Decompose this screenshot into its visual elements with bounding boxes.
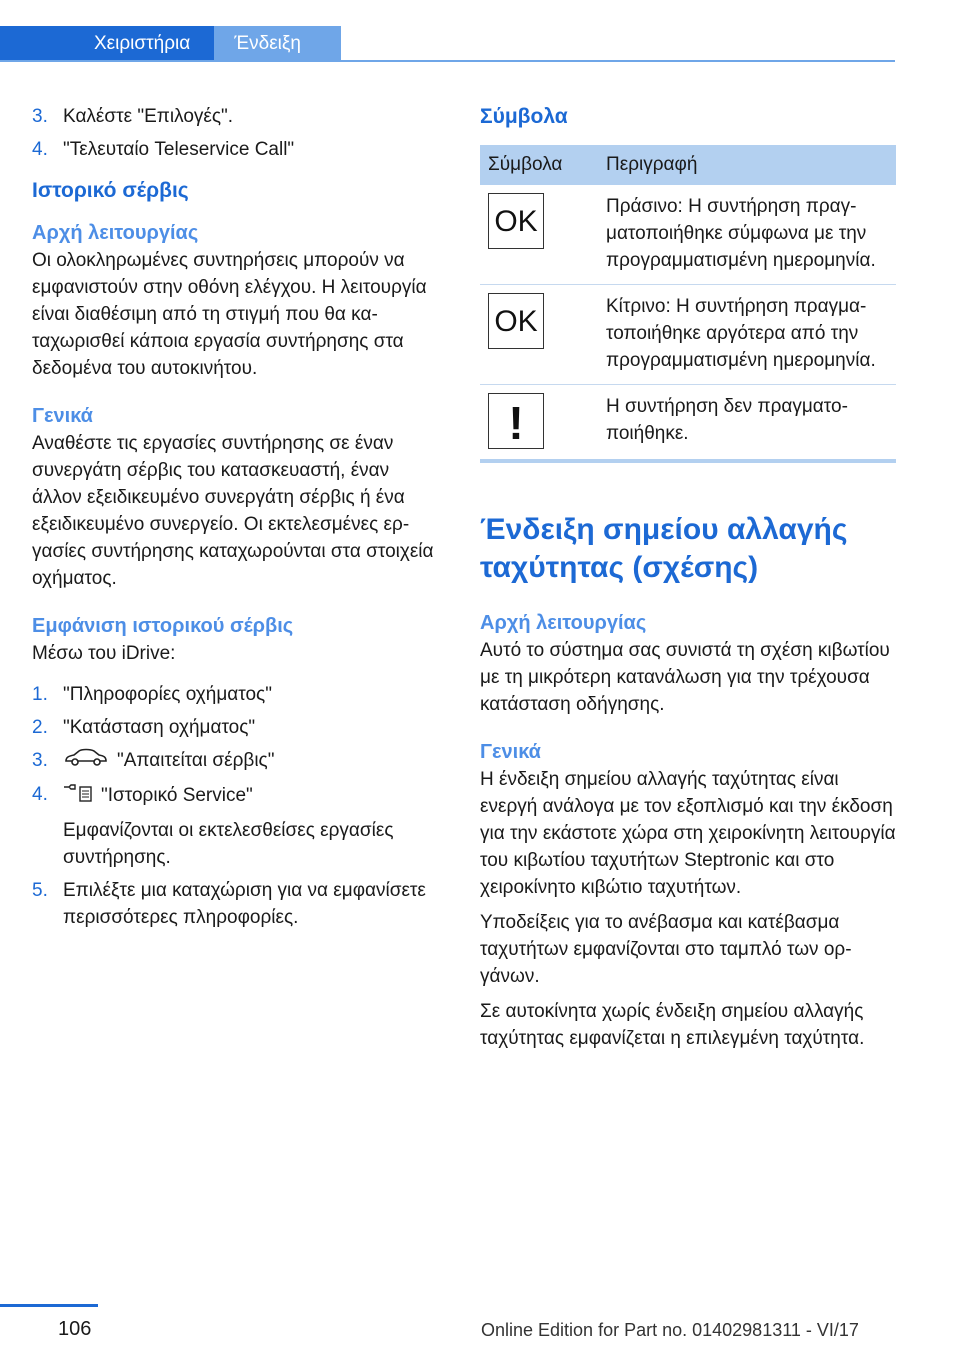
paragraph-idrive-intro: Μέσω του iDrive:	[32, 643, 176, 664]
list-number: 5.	[32, 880, 48, 901]
paragraph-general: Αναθέστε τις εργασίες συντήρησης σε έναν συνεργάτη σέρβις του κατασκευαστή, έναν άλλον εξειδικευμένο συνεργάτη σέρβις ή ένα εξειδικευμένο συνεργείο. Οι εκτελεσμένες εργασίες συντήρησης καταχωρούνται στα στοιχεία οχήματος.	[32, 433, 434, 589]
table-header-row	[480, 145, 896, 185]
ok-symbol-text: OK	[494, 306, 538, 336]
service-history-icon	[63, 781, 93, 811]
list-text: Καλέστε "Επιλογές".	[63, 106, 234, 127]
footer-rule	[0, 1304, 98, 1307]
table-header-description: Περιγραφή	[598, 145, 896, 185]
paragraph-shift-general-1: Η ένδειξη σημείου αλλαγής ταχύτητας είναι ενεργή ανάλογα με τον εξοπλισμό και την έκδοση για την εκάστοτε χώρα στη χειροκίνητη λειτουργία του κιβωτίου ταχυτήτων Steptronic και στο χειροκίνητο κιβώτιο ταχυτήτων.	[480, 769, 896, 898]
heading-shift-principle: Αρχή λειτουργίας	[480, 612, 647, 634]
list-text-wrap	[63, 747, 440, 775]
heading-general: Γενικά	[32, 405, 93, 427]
right-column	[480, 103, 896, 1052]
symbols-table	[480, 145, 896, 463]
heading-display-history: Εμφάνιση ιστορικού σέρβις	[32, 615, 294, 637]
list-number: 2.	[32, 717, 48, 738]
list-text: "Τελευταίο Teleservice Call"	[63, 139, 295, 160]
edition-note: Online Edition for Part no. 01402981311 - VI/17	[481, 1320, 859, 1340]
tab-controls-label: Χειριστήρια	[94, 33, 191, 54]
table-cell-description: Πράσινο: Η συντήρηση πραγματοποιήθηκε σύμφωνα με την προγραμματισμένη ημερομηνία.	[598, 185, 896, 285]
section-title-service-history: Ιστορικό σέρβις	[32, 179, 189, 202]
table-cell-symbol	[480, 285, 598, 385]
ok-green-icon	[488, 193, 544, 249]
heading-principle: Αρχή λειτουργίας	[32, 222, 199, 244]
exclamation-icon	[488, 393, 544, 449]
ok-yellow-icon	[488, 293, 544, 349]
table-cell-symbol	[480, 385, 598, 462]
table-row	[480, 185, 896, 285]
list-number: 4.	[32, 139, 48, 160]
list-item	[32, 681, 440, 708]
heading-shift-general: Γενικά	[480, 741, 541, 763]
list-text: "Ιστορικό Service"	[101, 785, 253, 807]
list-subtext: Εμφανίζονται οι εκτελεσθείσες εργασίες συντήρησης.	[63, 820, 394, 868]
list-text-wrap	[63, 781, 440, 871]
ok-symbol-text: OK	[494, 206, 538, 236]
table-cell-symbol	[480, 185, 598, 285]
list-number: 1.	[32, 684, 48, 705]
list-item	[32, 781, 440, 871]
list-item	[32, 877, 440, 931]
list-text: Επιλέξτε μια καταχώριση για να εμφανίσετε περισσότερες πληροφορίες.	[63, 880, 426, 928]
table-row	[480, 385, 896, 462]
list-number: 3.	[32, 750, 48, 771]
exclamation-symbol-text: !	[508, 397, 524, 445]
tab-display[interactable]	[214, 26, 341, 62]
table-header-symbol: Σύμβολα	[480, 145, 598, 185]
table-cell-description: Η συντήρηση δεν πραγματοποιήθηκε.	[598, 385, 896, 462]
tab-display-label: Ένδειξη	[234, 33, 301, 54]
page-number: 106	[58, 1318, 92, 1340]
title-shift-indicator: Ένδειξη σημείου αλλαγής ταχύτητας (σχέσης)	[480, 513, 848, 584]
list-item	[32, 136, 440, 163]
header-rule	[0, 60, 895, 62]
paragraph-shift-general-2: Υποδείξεις για το ανέβασμα και κατέβασμα ταχυτήτων εμφανίζονται στο ταμπλό των οργάνων.	[480, 912, 852, 987]
list-text: "Κατάσταση οχήματος"	[63, 717, 256, 738]
car-icon	[63, 747, 109, 775]
paragraph-shift-general-3: Σε αυτοκίνητα χωρίς ένδειξη σημείου αλλαγής ταχύτητας εμφανίζεται η επιλεγμένη ταχύτητα.	[480, 1001, 865, 1049]
list-item	[32, 103, 440, 130]
heading-symbols: Σύμβολα	[480, 105, 568, 128]
list-number: 4.	[32, 784, 48, 805]
list-item	[32, 714, 440, 741]
paragraph-principle: Οι ολοκληρωμένες συντηρήσεις μπορούν να εμφανιστούν στην οθόνη ελέγχου. Η λειτουργία είναι διαθέσιμη από τη στιγμή που θα καταχωρισθεί κάποια εργασία συντήρησης στα δεδομένα του αυτοκινήτου.	[32, 250, 427, 379]
table-cell-description: Κίτρινο: Η συντήρηση πραγματοποιήθηκε αργότερα από την προγραμματισμένη ημερομηνία.	[598, 285, 896, 385]
list-number: 3.	[32, 106, 48, 127]
list-item	[32, 747, 440, 775]
header-tabs	[0, 26, 341, 62]
list-text: "Πληροφορίες οχήματος"	[63, 684, 272, 705]
left-column	[32, 103, 440, 937]
paragraph-shift-principle: Αυτό το σύστημα σας συνιστά τη σχέση κιβωτίου με τη μικρότερη κατανάλωση για την τρέχουσα κατάσταση οδήγησης.	[480, 640, 890, 715]
table-row	[480, 285, 896, 385]
list-text: "Απαιτείται σέρβις"	[117, 750, 275, 772]
tab-controls[interactable]	[0, 26, 214, 62]
